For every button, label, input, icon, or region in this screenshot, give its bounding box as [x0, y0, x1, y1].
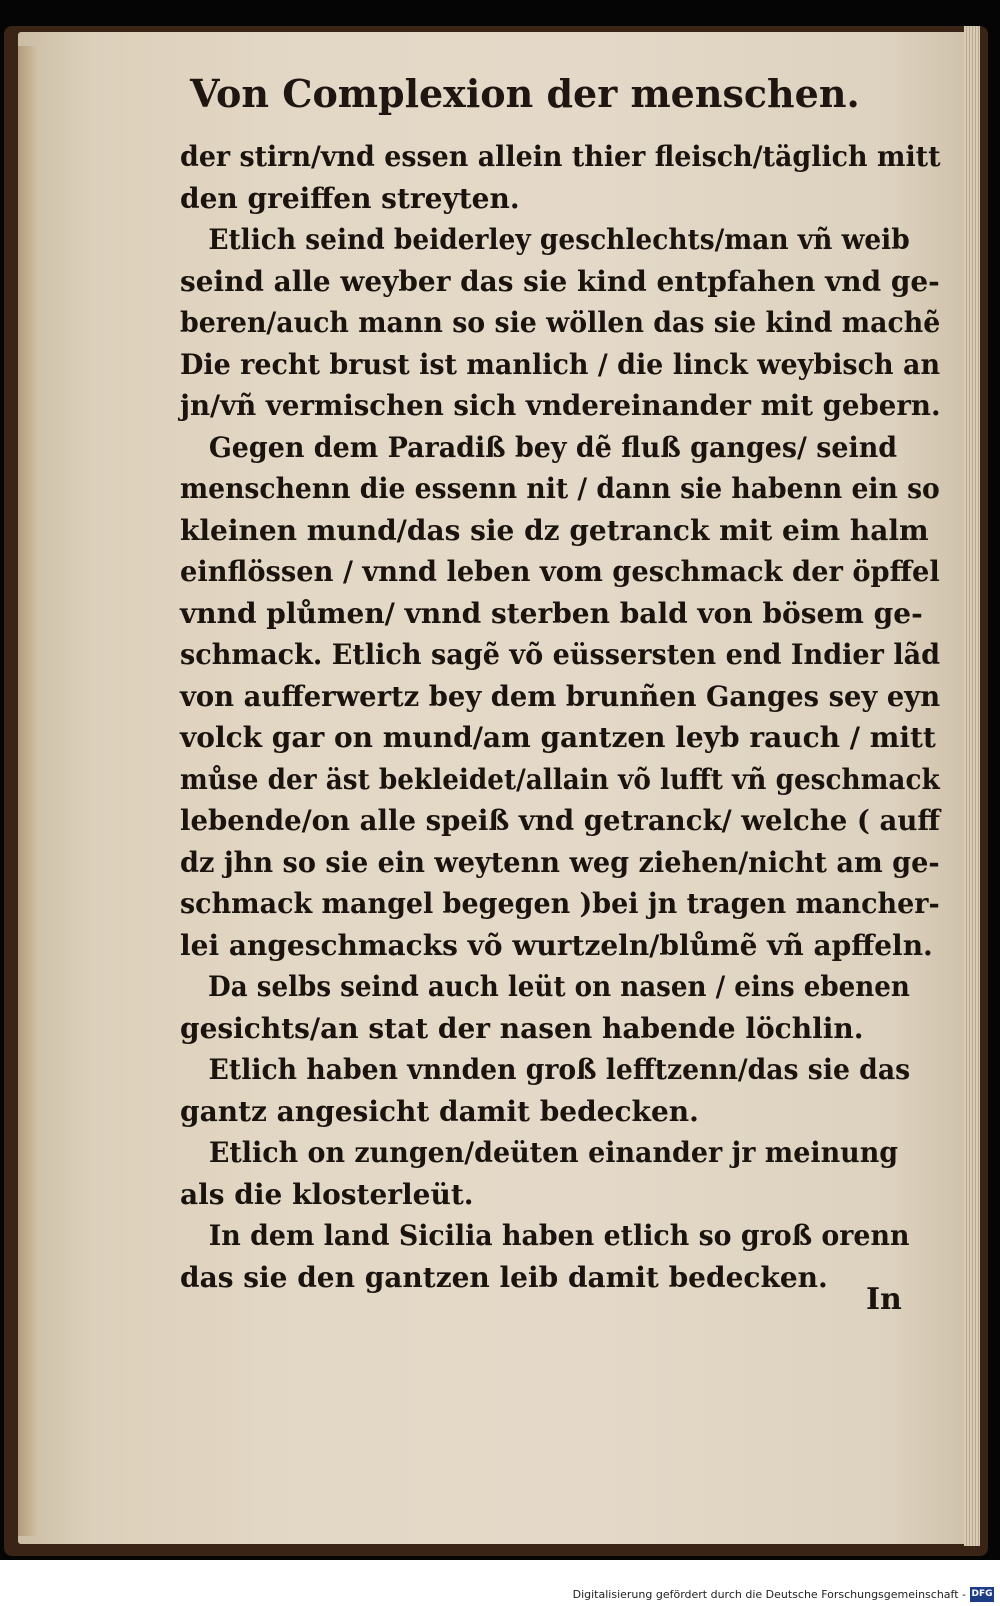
text-line: der stirn/vnd essen allein thier fleisch/täglich mitt — [180, 140, 941, 173]
text-line: seind alle weyber das sie kind entpfahen vnd ge- — [180, 264, 940, 298]
text-line: Da selbs seind auch leüt on nasen / eins ebenen — [208, 970, 910, 1003]
text-line: Etlich seind beiderley geschlechts/man vñ weib — [208, 223, 910, 256]
text-line: einflössen / vnnd leben vom geschmack der öpffel — [180, 555, 940, 588]
text-line: jn/vñ vermischen sich vndereinander mit gebern. — [180, 389, 941, 422]
text-line: lebende/on alle speiß vnd getranck/ welche ( auff — [180, 804, 941, 837]
text-line: Gegen dem Paradiß bey dẽ fluß ganges/ seind — [208, 430, 898, 464]
text-line: gantz angesicht damit bedecken. — [180, 1094, 699, 1128]
text-line: vnnd plůmen/ vnnd sterben bald von bösem ge- — [180, 596, 923, 630]
dfg-logo: DFG — [970, 1587, 994, 1602]
text-line: als die klosterleüt. — [180, 1177, 474, 1211]
page-fore-edge — [964, 26, 980, 1546]
catchword: In — [866, 1282, 902, 1317]
text-line: In dem land Sicilia haben etlich so groß orenn — [208, 1219, 910, 1252]
text-line: Etlich on zungen/deüten einander jr meinung — [208, 1136, 899, 1169]
digitization-credit: Digitalisierung gefördert durch die Deutsche Forschungsgemeinschaft - — [572, 1588, 966, 1601]
text-line: beren/auch mann so sie wöllen das sie kind machẽ — [180, 306, 941, 339]
text-line: kleinen mund/das sie dz getranck mit eim halm — [180, 513, 929, 547]
text-line: schmack. Etlich sagẽ võ eüssersten end Indier lãd — [180, 638, 941, 671]
text-line: von aufferwertz bey dem brunñen Ganges sey eyn — [180, 679, 941, 713]
text-line: volck gar on mund/am gantzen leyb rauch / mitt — [180, 721, 936, 754]
text-line: das sie den gantzen leib damit bedecken. — [180, 1260, 828, 1294]
text-line: lei angeschmacks võ wurtzeln/blůmẽ vñ apffeln. — [180, 928, 933, 962]
body-text — [180, 136, 940, 1298]
running-head: Von Complexion der menschen. — [190, 71, 860, 116]
text-line: den greiffen streyten. — [180, 181, 520, 215]
text-line: dz jhn so sie ein weytenn weg ziehen/nicht am ge- — [180, 845, 940, 879]
text-line: menschenn die essenn nit / dann sie habenn ein so — [180, 472, 940, 505]
text-line: Die recht brust ist manlich / die linck weybisch an — [180, 347, 941, 381]
text-line: můse der äst bekleidet/allain võ lufft vñ geschmack — [180, 762, 940, 796]
text-line: gesichts/an stat der nasen habende löchlin. — [180, 1011, 864, 1045]
page-gutter-shadow — [18, 46, 38, 1536]
text-line: schmack mangel begegen )bei jn tragen mancher- — [180, 887, 940, 920]
text-line: Etlich haben vnnden groß lefftzenn/das sie das — [208, 1053, 911, 1086]
